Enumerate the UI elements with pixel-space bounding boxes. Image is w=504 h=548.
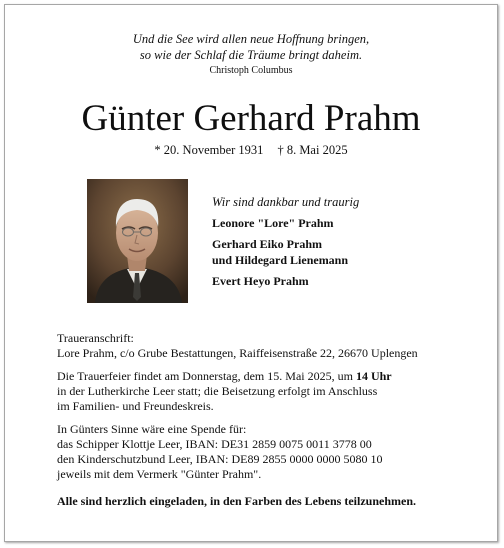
donation-line-3: den Kinderschutzbund Leer, IBAN: DE89 2855 0000 0000 5080 10 <box>57 452 383 466</box>
details-text <box>57 331 477 509</box>
ceremony-time: 14 Uhr <box>355 369 392 383</box>
life-dates <box>5 142 497 158</box>
donation-line-4: jeweils mit dem Vermerk "Günter Prahm". <box>57 467 262 481</box>
address-text: Lore Prahm, c/o Grube Bestattungen, Raiffeisenstraße 22, 26670 Uplengen <box>57 346 418 360</box>
donation-line-1: In Günters Sinne wäre eine Spende für: <box>57 422 247 436</box>
ceremony-line-3: im Familien- und Freundeskreis. <box>57 399 214 413</box>
birth-date: * 20. November 1931 <box>154 143 264 157</box>
closing-line: Alle sind herzlich eingeladen, in den Farben des Lebens teilzunehmen. <box>57 494 417 508</box>
mourner-name: Evert Heyo Prahm <box>212 274 309 288</box>
quote-block <box>5 31 497 78</box>
quote-line-2: so wie der Schlaf die Träume bringt daheim. <box>139 48 363 62</box>
obituary-notice <box>4 4 498 542</box>
ceremony-line-2: in der Lutherkirche Leer statt; die Beisetzung erfolgt im Anschluss <box>57 384 378 398</box>
portrait-photo <box>87 179 188 303</box>
address-block <box>57 331 477 361</box>
mourner-name: Leonore "Lore" Prahm <box>212 216 334 230</box>
ceremony-block <box>57 369 477 414</box>
quote-author: Christoph Columbus <box>209 65 293 76</box>
mourners-intro: Wir sind dankbar und traurig <box>212 195 360 209</box>
ceremony-line-1 <box>57 369 477 384</box>
mourners-block <box>212 194 359 289</box>
mourner-name: Gerhard Eiko Prahm <box>212 237 322 251</box>
address-label: Traueranschrift: <box>57 331 134 345</box>
ceremony-line-1-text: Die Trauerfeier findet am Donnerstag, dem 15. Mai 2025, um <box>57 369 356 383</box>
death-date: † 8. Mai 2025 <box>277 143 348 157</box>
donation-block <box>57 422 477 482</box>
deceased-name: Günter Gerhard Prahm <box>81 98 421 139</box>
donation-line-2: das Schipper Klottje Leer, IBAN: DE31 2859 0075 0011 3778 00 <box>57 437 372 451</box>
quote-line-1: Und die See wird allen neue Hoffnung bringen, <box>132 32 370 46</box>
mourner-name: und Hildegard Lienemann <box>212 253 349 267</box>
